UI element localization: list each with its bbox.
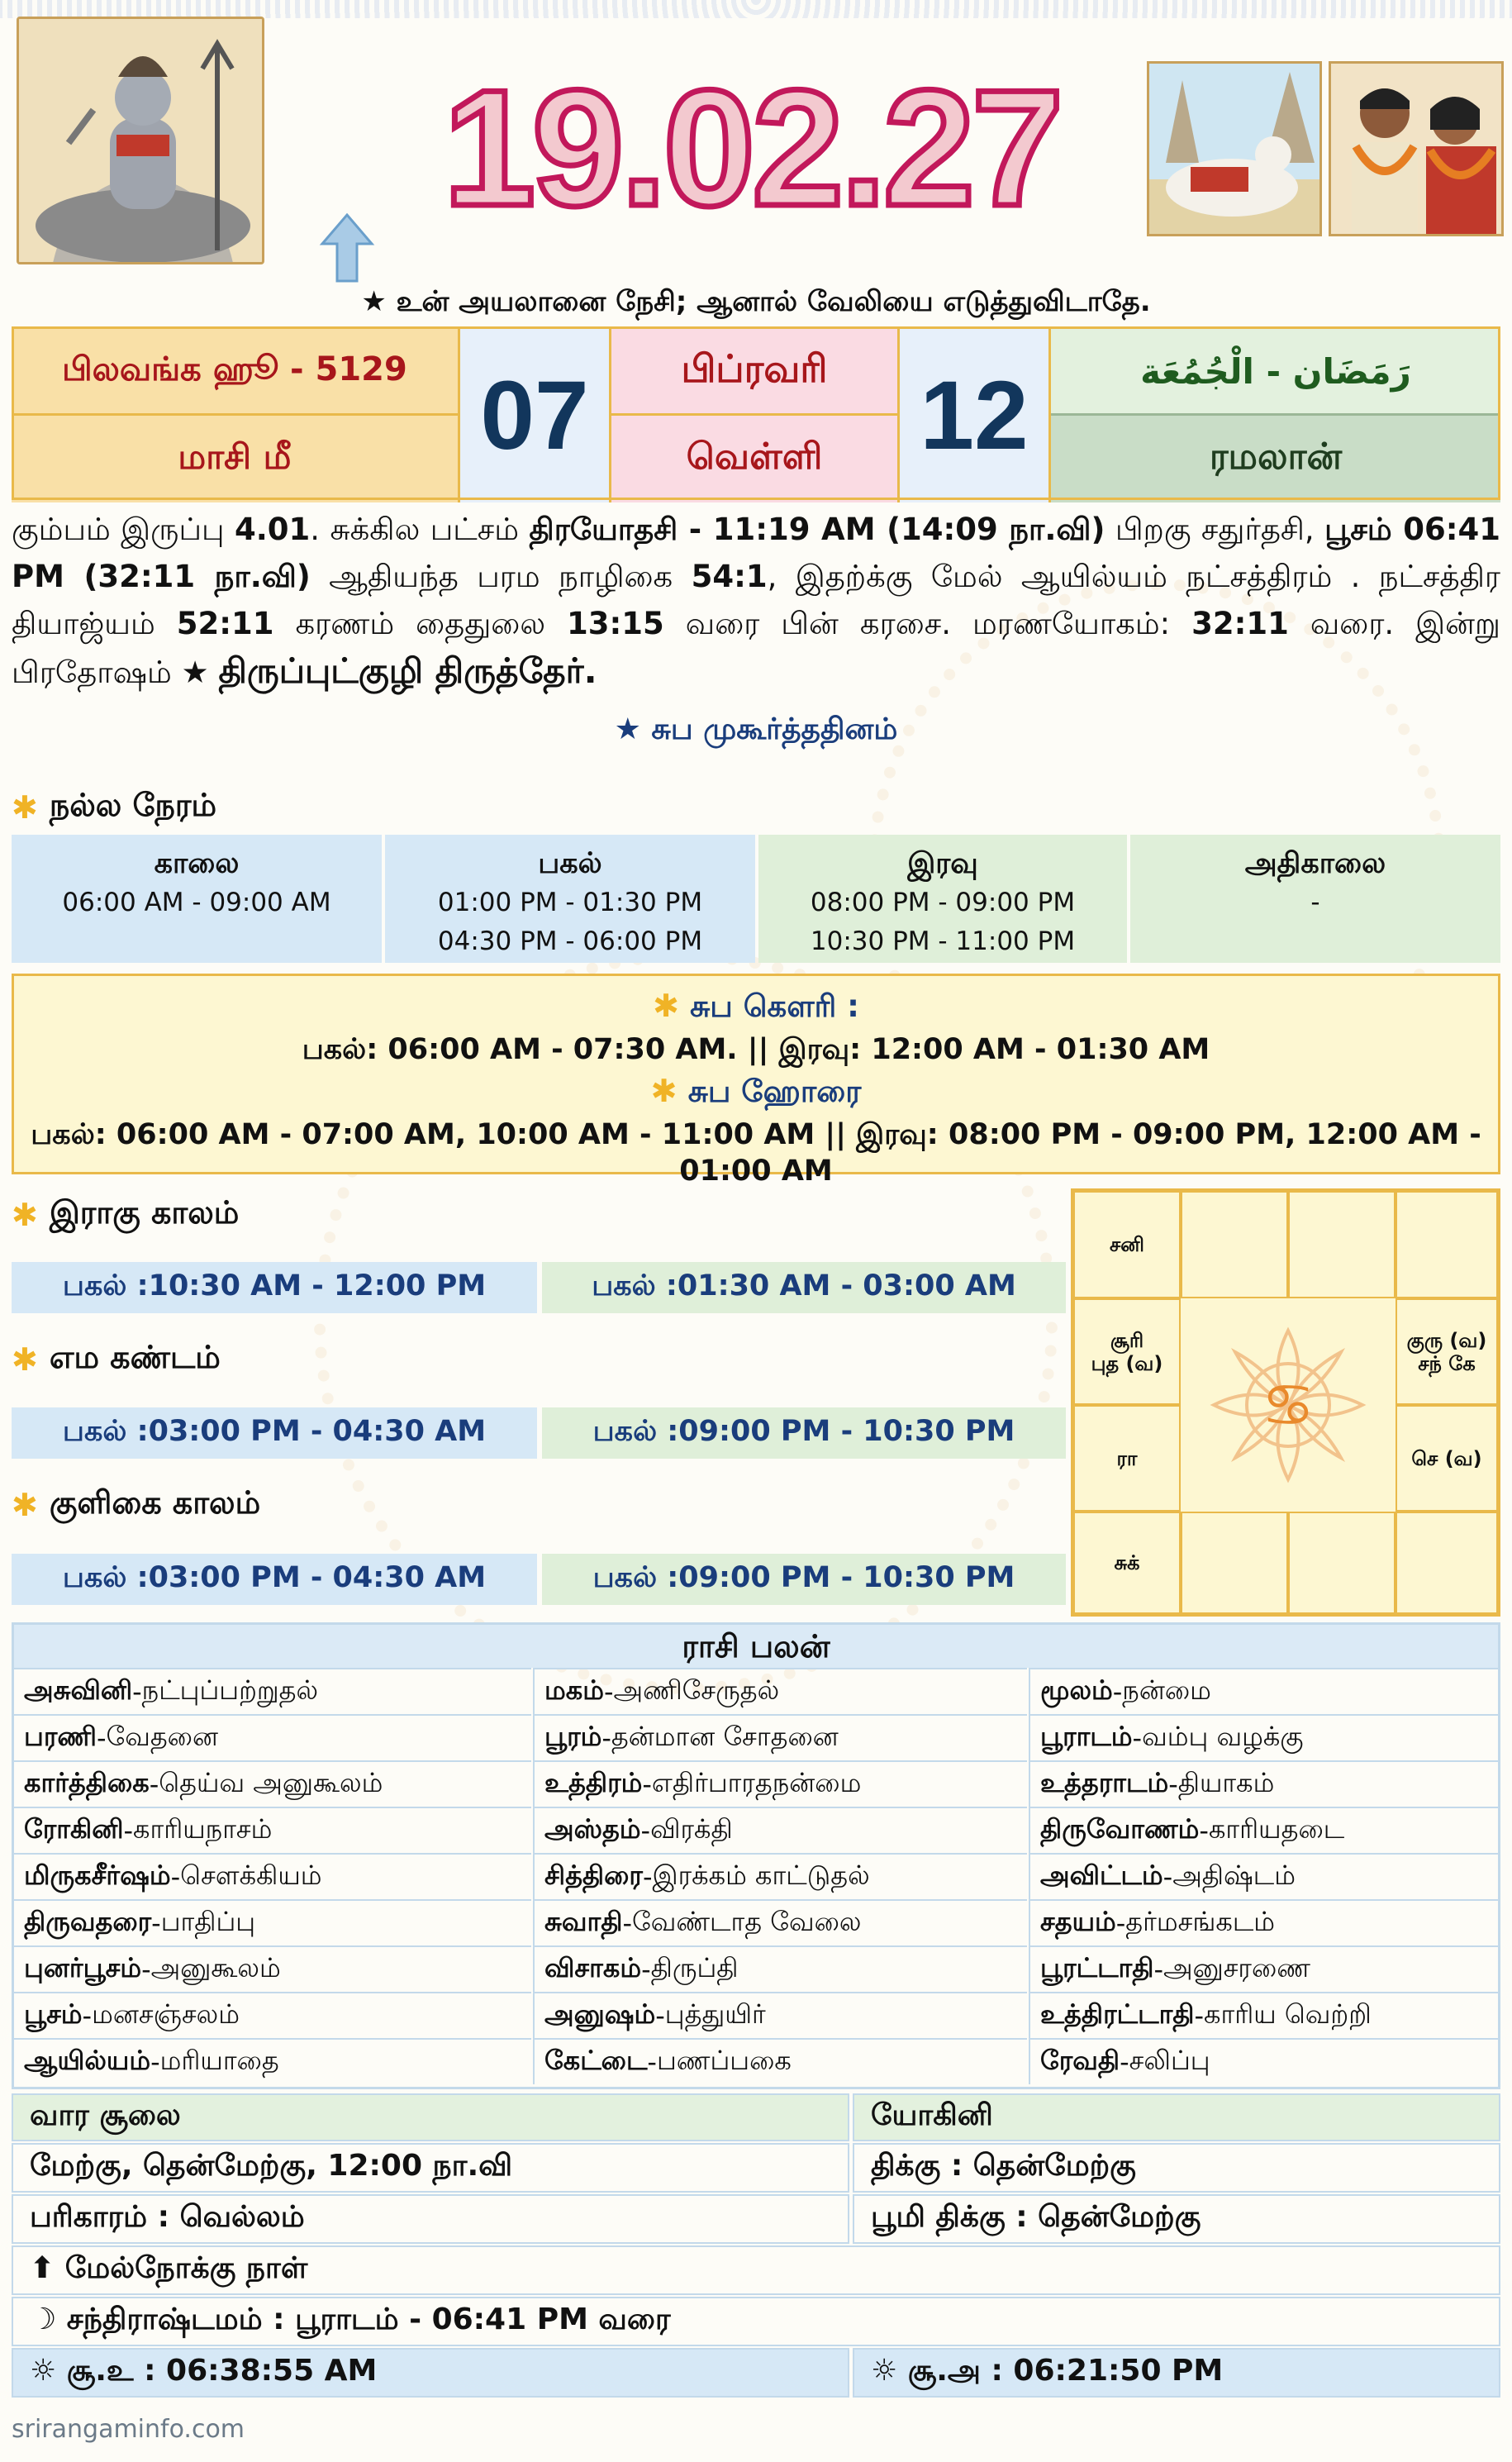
star-prediction: வேதனை: [106, 1721, 218, 1752]
separator: -: [622, 1907, 632, 1939]
rasi-palan-cell: [14, 1714, 531, 1760]
separator: -: [642, 1861, 653, 1893]
chart-center: [1181, 1298, 1396, 1512]
star-prediction: பாதிப்பு: [160, 1906, 256, 1937]
star-name: விசாகம்: [544, 1952, 642, 1983]
flower-icon: ✱: [12, 1197, 38, 1233]
muhurtham-label: ★ சுப முகூர்த்ததினம்: [614, 712, 898, 746]
star-name: புனர்பூசம்: [24, 1952, 142, 1983]
star-prediction: வம்பு வழக்கு: [1142, 1721, 1304, 1752]
rasi-palan-cell: [533, 1714, 1027, 1760]
star-name: அனுஷம்: [544, 1998, 656, 2030]
wedding-couple-image: [1329, 61, 1504, 236]
gowri-title: ✱ சுப கௌரி :: [653, 988, 859, 1024]
star-name: பூராடம்: [1040, 1721, 1133, 1752]
star-prediction: மரியாதை: [159, 2045, 279, 2076]
gowri-line: பகல்: 06:00 AM - 07:30 AM. || இரவு: 12:00 AM - 01:30 AM: [302, 1033, 1210, 1066]
chart-house: சனி: [1073, 1191, 1181, 1298]
ema-slot-b: பகல் :09:00 PM - 10:30 PM: [542, 1407, 1066, 1459]
panchangam-paragraph: கும்பம் இருப்பு 4.01. சுக்கில பட்சம் திரயோதசி - 11:19 AM (14:09 நா.வி) பிறகு சதுர்தசி, பூசம் 06:41 PM (32:11 நா.வி) ஆதியந்த பரம நாழிகை 54:1, இதற்க்கு மேல் ஆயில்யம் நட்சத்திரம் . நட்சத்திர தியாஜ்யம் 52:11 கரணம் தைதுலை 13:15 வரை பின் கரசை. மரணயோகம்: 32:11 வரை. இன்று பிரதோஷம் ★ திருப்புட்குழி திருத்தேர்.: [12, 512, 1501, 691]
star-name: சுவாதி: [544, 1906, 623, 1937]
nalla-neram-night: இரவு 08:00 PM - 09:00 PM 10:30 PM - 11:00 PM: [758, 835, 1127, 963]
separator: -: [1168, 1769, 1178, 1800]
star-name: அசுவினி: [24, 1674, 133, 1706]
kuligai-slot-b: பகல் :09:00 PM - 10:30 PM: [542, 1554, 1066, 1605]
rasi-palan-cell: [533, 1992, 1027, 2038]
star-prediction: நட்புப்பற்றுதல்: [141, 1674, 319, 1706]
rasi-palan-cell: [1029, 1807, 1498, 1853]
star-prediction: தன்மான சோதனை: [611, 1721, 839, 1752]
weekday: வெள்ளி: [611, 416, 897, 502]
big-date: 19.02.27: [443, 56, 1061, 240]
shiva-image: [17, 17, 264, 264]
star-prediction: மனசஞ்சலம்: [92, 1998, 240, 2030]
separator: -: [1194, 2000, 1205, 2031]
separator: -: [141, 1954, 151, 1985]
parigaram: பரிகாரம் : வெல்லம்: [12, 2194, 849, 2244]
rasi-palan-cell: [533, 1899, 1027, 1945]
separator: -: [151, 1907, 161, 1939]
site-footer: srirangaminfo.com: [12, 2415, 245, 2444]
star-prediction: அனுசரணை: [1163, 1952, 1310, 1983]
star-name: பூரம்: [544, 1721, 602, 1752]
yogini-value: திக்கு : தென்மேற்கு: [853, 2143, 1500, 2193]
vara-soolai-head: வார சூலை: [12, 2093, 849, 2141]
separator: -: [641, 1954, 651, 1985]
english-month: பிப்ரவரி: [611, 329, 897, 416]
rasi-palan-cell: [1029, 2038, 1498, 2084]
rasi-palan-cell: [14, 1668, 531, 1714]
flower-icon: ✱: [12, 1341, 38, 1378]
ema-slot-a: பகல் :03:00 PM - 04:30 AM: [12, 1407, 537, 1459]
rasi-palan-cell: [1029, 1853, 1498, 1899]
star-prediction: பணப்பகை: [656, 2045, 792, 2076]
star-name: ரேவதி: [1040, 2045, 1120, 2076]
rasi-palan-cell: [1029, 1945, 1498, 1992]
lotus-icon: [1197, 1314, 1379, 1496]
chart-house: சூரி புத (வ): [1073, 1298, 1181, 1405]
star-name: பூரட்டாதி: [1040, 1952, 1154, 1983]
chart-house: சுக்: [1073, 1512, 1181, 1614]
rasi-palan-cell: [14, 1992, 531, 2038]
top-border-pattern: [0, 0, 1512, 18]
separator: -: [642, 1769, 652, 1800]
separator: -: [601, 1722, 611, 1754]
rasi-palan-cell: [14, 1853, 531, 1899]
star-name: ஆயில்யம்: [24, 2045, 151, 2076]
separator: -: [123, 1815, 134, 1846]
vara-soolai-value: மேற்கு, தென்மேற்கு, 12:00 நா.வி: [12, 2143, 849, 2193]
star-prediction: புத்துயிர்: [664, 1998, 766, 2030]
kuligai-title: ✱ குளிகை காலம்: [12, 1484, 261, 1523]
separator: -: [150, 2046, 160, 2078]
star-prediction: வேண்டாத வேலை: [631, 1906, 862, 1937]
flower-icon: ✱: [12, 1487, 38, 1523]
rasi-palan-cell: [1029, 1668, 1498, 1714]
tamil-year: பிலவங்க ஹூ - 5129: [12, 329, 458, 416]
star-name: அஸ்தம்: [544, 1813, 641, 1845]
star-name: திருவதரை: [24, 1906, 152, 1937]
gowri-hora-box: [12, 974, 1500, 1188]
rasi-palan-cell: [1029, 1899, 1498, 1945]
ema-title: ✱ எம கண்டம்: [12, 1339, 221, 1378]
proverb: ★ உன் அயலானை நேசி; ஆனால் வேலியை எடுத்துவிடாதே.: [361, 285, 1151, 318]
star-prediction: இரக்கம் காட்டுதல்: [652, 1860, 870, 1891]
separator: -: [1132, 1722, 1143, 1754]
rasi-palan-table: [12, 1622, 1500, 2089]
star-name: உத்தராடம்: [1040, 1767, 1169, 1798]
separator: -: [1199, 1815, 1209, 1846]
star-prediction: தெய்வ அனுகூலம்: [159, 1767, 383, 1798]
star-prediction: சௌக்கியம்: [180, 1860, 322, 1891]
nalla-neram-afternoon: பகல் 01:00 PM - 01:30 PM 04:30 PM - 06:00 PM: [385, 835, 755, 963]
rasi-palan-cell: [533, 1668, 1027, 1714]
star-name: கேட்டை: [544, 2045, 648, 2076]
chart-house: ரா: [1073, 1405, 1181, 1512]
rasi-palan-title: ராசி பலன்: [14, 1625, 1498, 1668]
star-name: மிருகசீர்ஷம்: [24, 1860, 171, 1891]
nalla-neram-title: ✱ நல்ல நேரம்: [12, 787, 217, 826]
star-name: பூசம்: [24, 1998, 83, 2030]
hora-title: ✱ சுப ஹோரை: [650, 1073, 862, 1109]
star-prediction: திருப்தி: [650, 1952, 739, 1983]
star-prediction: தியாகம்: [1177, 1767, 1275, 1798]
bhoomi-thikku: பூமி திக்கு : தென்மேற்கு: [853, 2194, 1500, 2244]
rahu-title: ✱ இராகு காலம்: [12, 1194, 240, 1233]
star-name: சதயம்: [1040, 1906, 1116, 1937]
rasi-palan-cell: [533, 1945, 1027, 1992]
day-number: 07: [458, 329, 611, 502]
rasi-palan-cell: [1029, 1714, 1498, 1760]
rasi-palan-cell: [14, 1945, 531, 1992]
rasi-palan-cell: [14, 1760, 531, 1807]
chart-house: [1181, 1512, 1288, 1614]
nalla-neram-morning: காலை 06:00 AM - 09:00 AM: [12, 835, 382, 963]
up-arrow-icon: [318, 211, 376, 285]
chart-house: [1396, 1191, 1498, 1298]
star-name: மகம்: [544, 1674, 604, 1706]
separator: -: [82, 2000, 93, 2031]
cancer-symbol-icon: ♋: [1261, 1370, 1315, 1440]
separator: -: [1163, 1861, 1173, 1893]
separator: -: [1153, 1954, 1164, 1985]
separator: -: [1120, 2046, 1129, 2078]
star-prediction: சலிப்பு: [1129, 2045, 1210, 2076]
separator: -: [132, 1676, 142, 1707]
rasi-palan-cell: [1029, 1760, 1498, 1807]
separator: -: [640, 1815, 651, 1846]
star-name: அவிட்டம்: [1040, 1860, 1163, 1891]
star-prediction: காரிய வெற்றி: [1204, 1998, 1372, 2030]
rasi-palan-cell: [533, 1807, 1027, 1853]
nalla-neram-early-morning: அதிகாலை -: [1130, 835, 1500, 963]
chart-house: [1288, 1191, 1396, 1298]
star-prediction: காரியநாசம்: [133, 1813, 273, 1845]
rahu-slot-a: பகல் :10:30 AM - 12:00 PM: [12, 1262, 537, 1313]
star-prediction: காரியதடை: [1208, 1813, 1345, 1845]
separator: -: [655, 2000, 665, 2031]
flower-icon: ✱: [12, 789, 38, 826]
rasi-palan-cell: [1029, 1992, 1498, 2038]
kuligai-slot-a: பகல் :03:00 PM - 04:30 AM: [12, 1554, 537, 1605]
hijri-month: ரமலான்: [1051, 416, 1500, 502]
hijri-day: 12: [897, 329, 1051, 502]
chandrashtamam: ☽ சந்திராஷ்டமம் : பூராடம் - 06:41 PM வரை: [12, 2297, 1500, 2346]
star-name: உத்திரட்டாதி: [1040, 1998, 1195, 2030]
star-name: சித்திரை: [544, 1860, 643, 1891]
star-name: திருவோணம்: [1040, 1813, 1200, 1845]
rasi-palan-cell: [533, 1853, 1027, 1899]
hijri-arabic: رَمَضَان - الْجُمُعَة: [1051, 329, 1500, 416]
chart-house: [1181, 1191, 1288, 1298]
star-name: பரணி: [24, 1721, 97, 1752]
star-prediction: அணிசேருதல்: [613, 1674, 780, 1706]
rahu-slot-b: பகல் :01:30 AM - 03:00 AM: [542, 1262, 1066, 1313]
hora-line: பகல்: 06:00 AM - 07:00 AM, 10:00 AM - 11:00 AM || இரவு: 08:00 PM - 09:00 PM, 12:00 AM - 01:00 AM: [31, 1118, 1481, 1188]
star-name: மூலம்: [1040, 1674, 1113, 1706]
rasi-palan-cell: [14, 1807, 531, 1853]
star-prediction: அனுகூலம்: [150, 1952, 281, 1983]
sunrise: ☼ சூ.உ : 06:38:55 AM: [12, 2348, 849, 2398]
separator: -: [170, 1861, 181, 1893]
rasi-chart: [1071, 1188, 1500, 1617]
rasi-palan-cell: [14, 2038, 531, 2084]
star-name: கார்த்திகை: [24, 1767, 150, 1798]
sunset: ☼ சூ.அ : 06:21:50 PM: [853, 2348, 1500, 2398]
rasi-palan-cell: [14, 1899, 531, 1945]
star-prediction: நன்மை: [1122, 1674, 1211, 1706]
star-prediction: எதிர்பாரதநன்மை: [651, 1767, 862, 1798]
separator: -: [149, 1769, 159, 1800]
separator: -: [1112, 1676, 1123, 1707]
star-prediction: தர்மசங்கடம்: [1125, 1906, 1276, 1937]
tamil-month: மாசி மீ: [12, 416, 458, 502]
star-name: ரோகினி: [24, 1813, 124, 1845]
yogini-head: யோகினி: [853, 2093, 1500, 2141]
separator: -: [647, 2046, 657, 2078]
chart-house: [1396, 1512, 1498, 1614]
temple-bull-image: [1147, 61, 1322, 236]
star-name: உத்திரம்: [544, 1767, 643, 1798]
chart-house: [1288, 1512, 1396, 1614]
chart-house: செ (வ): [1396, 1405, 1498, 1512]
rasi-palan-cell: [533, 1760, 1027, 1807]
star-prediction: அதிஷ்டம்: [1172, 1860, 1296, 1891]
mel-nokku-naal: ⬆ மேல்நோக்கு நாள்: [12, 2245, 1500, 2295]
chart-house: குரு (வ) சந் கே: [1396, 1298, 1498, 1405]
separator: -: [1115, 1907, 1126, 1939]
rasi-palan-cell: [533, 2038, 1027, 2084]
star-prediction: விரக்தி: [650, 1813, 733, 1845]
separator: -: [96, 1722, 107, 1754]
separator: -: [603, 1676, 614, 1707]
